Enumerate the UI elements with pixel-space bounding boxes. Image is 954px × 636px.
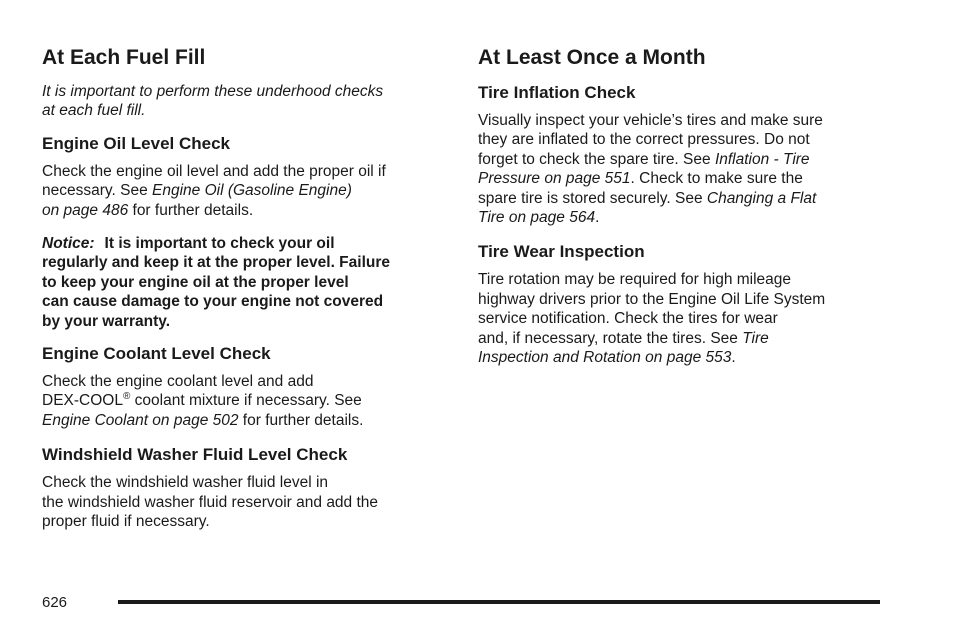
heading-oil-check: Engine Oil Level Check bbox=[42, 133, 231, 153]
registered-mark: ® bbox=[122, 391, 131, 403]
intro-text: It is important to perform these underhood checks at each fuel fill. bbox=[42, 83, 384, 120]
section-title-fuel-fill: At Each Fuel Fill bbox=[42, 46, 206, 69]
link-tire-inspection[interactable]: Tire bbox=[742, 329, 769, 347]
heading-tire-inflation: Tire Inflation Check bbox=[478, 83, 636, 102]
link-tire-inspection-page[interactable]: Inspection and Rotation on page 553 bbox=[478, 349, 732, 367]
link-engine-oil[interactable]: Engine Oil (Gasoline Engine) bbox=[152, 182, 352, 200]
notice-label: Notice: bbox=[42, 235, 95, 253]
left-column bbox=[42, 44, 452, 542]
link-changing-flat[interactable]: Changing a Flat bbox=[706, 189, 817, 207]
section-title-monthly: At Least Once a Month bbox=[478, 46, 706, 69]
link-inflation[interactable]: Inflation - Tire bbox=[714, 150, 810, 168]
link-engine-coolant[interactable]: Engine Coolant on page 502 bbox=[42, 411, 239, 429]
washer-check-text: Check the windshield washer fluid level in the windshield washer fluid reservoir and add the proper fluid if necessary. bbox=[42, 474, 379, 531]
coolant-check-text: Check the engine coolant level and add DEX-COOL® coolant mixture if necessary. See Engine Coolant on page 502 for further details. bbox=[42, 373, 364, 429]
oil-check-text: Check the engine oil level and add the proper oil if necessary. See Engine Oil (Gasoline Engine) on page 486 for further details. bbox=[42, 162, 386, 219]
right-column bbox=[478, 44, 888, 377]
link-inflation-page[interactable]: Pressure on page 551 bbox=[478, 170, 631, 188]
heading-coolant-check: Engine Coolant Level Check bbox=[42, 344, 271, 364]
footer-rule bbox=[118, 600, 880, 604]
tire-wear-text: Tire rotation may be required for high mileage highway drivers prior to the Engine Oil Life System service notification. Check the tires for wear and, if necessary, rotate the tires. See Tire Inspection and Rotation on page 553. bbox=[478, 271, 826, 367]
link-changing-flat-page[interactable]: Tire on page 564 bbox=[478, 209, 596, 227]
tire-inflation-text: Visually inspect your vehicle’s tires and make sure they are inflated to the correct pressures. Do not forget to check the spare tire. See Inflation - Tire Pressure on page 551. Check to make sure the spare tire is stored securely. See Changing a Flat Tire on page 564. bbox=[478, 112, 823, 227]
link-engine-oil-page[interactable]: on page 486 bbox=[42, 201, 129, 219]
page-number: 626 bbox=[42, 594, 68, 611]
notice-block: Notice: It is important to check your oil regularly and keep it at the proper level. Failure to keep your engine oil at the proper level can cause damage to your engine not covered by your warranty. bbox=[42, 235, 391, 330]
heading-washer-check: Windshield Washer Fluid Level Check bbox=[42, 445, 348, 465]
heading-tire-wear: Tire Wear Inspection bbox=[478, 242, 645, 262]
